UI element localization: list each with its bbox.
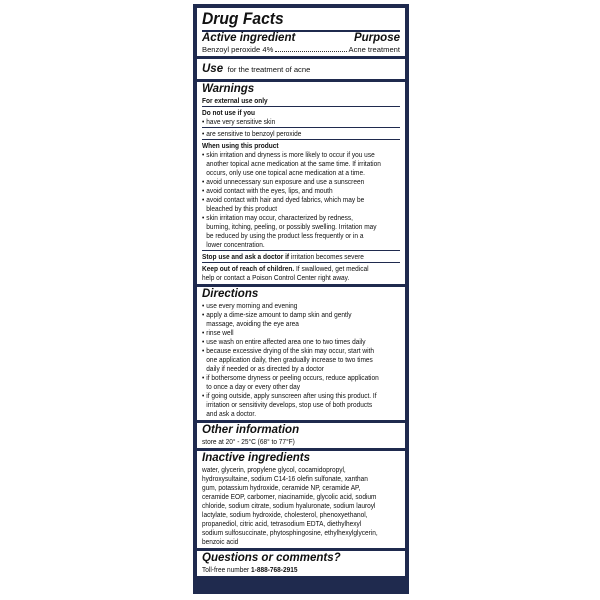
list-item-cont: lower concentration. xyxy=(206,240,265,249)
directions-heading: Directions xyxy=(202,288,259,300)
keep-out-line xyxy=(202,264,372,273)
toll-free-label: Toll-free number xyxy=(202,565,250,574)
page-title: Drug Facts xyxy=(202,9,284,28)
purpose-heading: Purpose xyxy=(353,32,400,44)
inactive-line: hydroxysultaine, sodium C14-16 olefin sulfonate, xanthan xyxy=(202,474,368,483)
use-box xyxy=(197,59,405,79)
list-item-cont: another topical acne medication at the same time. If irritation xyxy=(206,159,381,168)
list-item-cont: massage, avoiding the eye area xyxy=(206,319,299,328)
list-item-cont: be reduced by using the product less frequently or in a xyxy=(206,231,364,240)
list-item: • if going outside, apply sunscreen after using this product. If xyxy=(202,391,372,400)
stop-use-line xyxy=(202,252,372,261)
list-item: • avoid unnecessary sun exposure and use a sunscreen xyxy=(202,177,372,186)
list-item: • avoid contact with the eyes, lips, and mouth xyxy=(202,186,372,195)
other-info-text: store at 20° - 25°C (68° to 77°F) xyxy=(202,437,295,446)
list-item-cont: daily if needed or as directed by a doctor xyxy=(206,364,324,373)
keep-out-text-2: help or contact a Poison Control Center right away. xyxy=(202,273,350,282)
phone-number: 1-888-768-2915 xyxy=(251,565,298,574)
inactive-line: benzoic acid xyxy=(202,537,239,546)
list-item: • have very sensitive skin xyxy=(202,117,372,126)
questions-heading: Questions or comments? xyxy=(202,552,341,564)
inactive-line: sodium sulfosuccinate, phytosphingosine, ethylhexylglycerin, xyxy=(202,528,378,537)
use-heading: Use xyxy=(202,63,224,75)
inactive-line: water, glycerin, propylene glycol, cocamidopropyl, xyxy=(202,465,346,474)
stop-use-bold: Stop use and ask a doctor if xyxy=(202,252,290,261)
leader-dots xyxy=(275,51,346,52)
warnings-heading: Warnings xyxy=(202,83,255,95)
active-ingredient-value: Benzoyl peroxide 4% xyxy=(202,45,274,54)
other-info-heading: Other information xyxy=(202,424,300,436)
list-item: • rinse well xyxy=(202,328,372,337)
when-using-heading: When using this product xyxy=(202,141,279,150)
list-item: • use wash on entire affected area one to two times daily xyxy=(202,337,372,346)
list-item-cont: and ask a doctor. xyxy=(206,409,257,418)
header-box xyxy=(197,8,405,56)
list-item-cont: bleached by this product xyxy=(206,204,278,213)
list-item-cont: one application daily, then gradually increase to two times xyxy=(206,355,373,364)
list-item-cont: burning, itching, peeling, or possibly swelling. Irritation may xyxy=(206,222,377,231)
keep-out-text: If swallowed, get medical xyxy=(295,264,369,273)
list-item: • are sensitive to benzoyl peroxide xyxy=(202,129,372,138)
inactive-heading: Inactive ingredients xyxy=(202,452,311,464)
inactive-line: chloride, sodium citrate, sodium hyaluronate, sodium lauroyl xyxy=(202,501,376,510)
stop-use-text: irritation becomes severe xyxy=(290,252,364,261)
drug-facts-panel xyxy=(193,4,409,594)
list-item: • because excessive drying of the skin may occur, start with xyxy=(202,346,372,355)
inactive-line: lactylate, sodium hydroxide, cholesterol, phenoxyethanol, xyxy=(202,510,368,519)
use-text: for the treatment of acne xyxy=(227,65,311,74)
list-item: • apply a dime-size amount to damp skin and gently xyxy=(202,310,372,319)
external-use-text: For external use only xyxy=(202,96,268,105)
questions-line xyxy=(202,565,372,574)
do-not-use-heading: Do not use if you xyxy=(202,108,255,117)
list-item-cont: occurs, only use one topical acne medication at a time. xyxy=(206,168,365,177)
list-item: • skin irritation may occur, characterized by redness, xyxy=(202,213,372,222)
purpose-value: Acne treatment xyxy=(348,45,400,54)
list-item-cont: irritation or sensitivity develops, stop use of both products xyxy=(206,400,373,409)
questions-box xyxy=(197,551,405,576)
list-item: • if bothersome dryness or peeling occurs, reduce application xyxy=(202,373,372,382)
other-info-box xyxy=(197,423,405,448)
keep-out-bold: Keep out of reach of children. xyxy=(202,264,295,273)
active-ingredient-heading: Active ingredient xyxy=(202,32,296,44)
inactive-line: gum, potassium hydroxide, ceramide NP, ceramide AP, xyxy=(202,483,361,492)
directions-box xyxy=(197,287,405,420)
list-item: • use every morning and evening xyxy=(202,301,372,310)
list-item-cont: to once a day or every other day xyxy=(206,382,300,391)
list-item: • avoid contact with hair and dyed fabrics, which may be xyxy=(202,195,372,204)
inactive-line: propanediol, citric acid, tetrasodium EDTA, diethylhexyl xyxy=(202,519,362,528)
inactive-line: ceramide EOP, carbomer, niacinamide, glycolic acid, sodium xyxy=(202,492,377,501)
inactive-box xyxy=(197,451,405,548)
list-item: • skin irritation and dryness is more likely to occur if you use xyxy=(202,150,372,159)
warnings-box xyxy=(197,82,405,284)
